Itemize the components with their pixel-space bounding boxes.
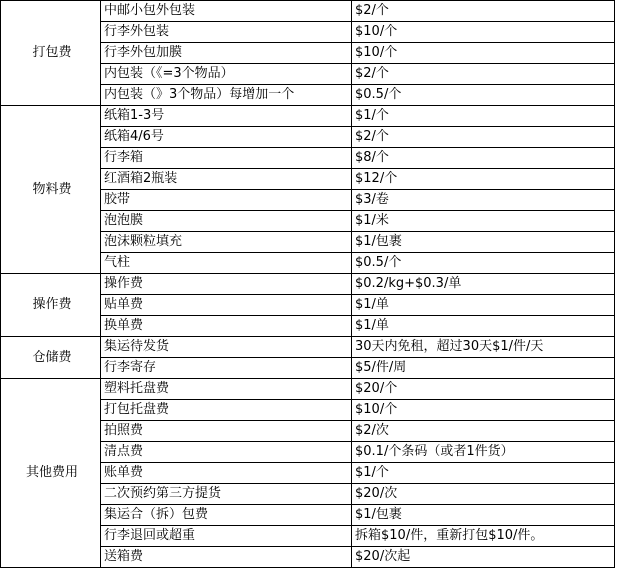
- item-cell: 换单费: [101, 316, 352, 337]
- item-cell: 操作费: [101, 274, 352, 295]
- item-cell: 胶带: [101, 190, 352, 211]
- item-cell: 行李箱: [101, 148, 352, 169]
- item-cell: 行李退回或超重: [101, 526, 352, 547]
- price-cell: $5/件/周: [352, 358, 615, 379]
- item-cell: 集运合（拆）包费: [101, 505, 352, 526]
- price-cell: $0.2/kg+$0.3/单: [352, 274, 615, 295]
- price-cell: $1/包裹: [352, 505, 615, 526]
- item-cell: 集运待发货: [101, 337, 352, 358]
- item-cell: 纸箱1-3号: [101, 106, 352, 127]
- item-cell: 纸箱4/6号: [101, 127, 352, 148]
- price-cell: $0.1/个条码（或者1件货）: [352, 442, 615, 463]
- price-cell: $10/个: [352, 400, 615, 421]
- item-cell: 内包装（》3个物品）每增加一个: [101, 85, 352, 106]
- price-cell: $2/次: [352, 421, 615, 442]
- price-cell: $20/次起: [352, 547, 615, 568]
- price-cell: $1/个: [352, 106, 615, 127]
- item-cell: 内包装（《=3个物品）: [101, 64, 352, 85]
- price-cell: $12/个: [352, 169, 615, 190]
- fee-table-body: [1, 1, 615, 568]
- category-cell: 仓储费: [1, 337, 101, 379]
- item-cell: 送箱费: [101, 547, 352, 568]
- category-cell: 操作费: [1, 274, 101, 337]
- price-cell: $1/个: [352, 463, 615, 484]
- price-cell: 拆箱$10/件，重新打包$10/件。: [352, 526, 615, 547]
- item-cell: 行李外包装: [101, 22, 352, 43]
- price-cell: $10/个: [352, 43, 615, 64]
- category-cell: 其他费用: [1, 379, 101, 568]
- item-cell: 泡泡膜: [101, 211, 352, 232]
- item-cell: 塑料托盘费: [101, 379, 352, 400]
- table-row: [1, 274, 615, 295]
- price-cell: $3/卷: [352, 190, 615, 211]
- table-row: [1, 106, 615, 127]
- item-cell: 账单费: [101, 463, 352, 484]
- price-cell: $2/个: [352, 127, 615, 148]
- price-cell: $2/个: [352, 1, 615, 22]
- item-cell: 二次预约第三方提货: [101, 484, 352, 505]
- table-row: [1, 1, 615, 22]
- table-row: [1, 337, 615, 358]
- price-cell: $1/单: [352, 316, 615, 337]
- price-cell: $8/个: [352, 148, 615, 169]
- price-cell: $20/次: [352, 484, 615, 505]
- item-cell: 红酒箱2瓶装: [101, 169, 352, 190]
- price-cell: $2/个: [352, 64, 615, 85]
- item-cell: 中邮小包外包装: [101, 1, 352, 22]
- item-cell: 行李外包加膜: [101, 43, 352, 64]
- table-row: [1, 379, 615, 400]
- price-cell: $20/个: [352, 379, 615, 400]
- category-cell: 物料费: [1, 106, 101, 274]
- item-cell: 拍照费: [101, 421, 352, 442]
- price-cell: $0.5/个: [352, 253, 615, 274]
- item-cell: 泡沫颗粒填充: [101, 232, 352, 253]
- item-cell: 气柱: [101, 253, 352, 274]
- price-cell: $1/包裹: [352, 232, 615, 253]
- item-cell: 行李寄存: [101, 358, 352, 379]
- price-cell: $1/米: [352, 211, 615, 232]
- price-cell: $10/个: [352, 22, 615, 43]
- price-cell: $1/单: [352, 295, 615, 316]
- item-cell: 打包托盘费: [101, 400, 352, 421]
- price-cell: 30天内免租，超过30天$1/件/天: [352, 337, 615, 358]
- item-cell: 贴单费: [101, 295, 352, 316]
- price-cell: $0.5/个: [352, 85, 615, 106]
- category-cell: 打包费: [1, 1, 101, 106]
- item-cell: 清点费: [101, 442, 352, 463]
